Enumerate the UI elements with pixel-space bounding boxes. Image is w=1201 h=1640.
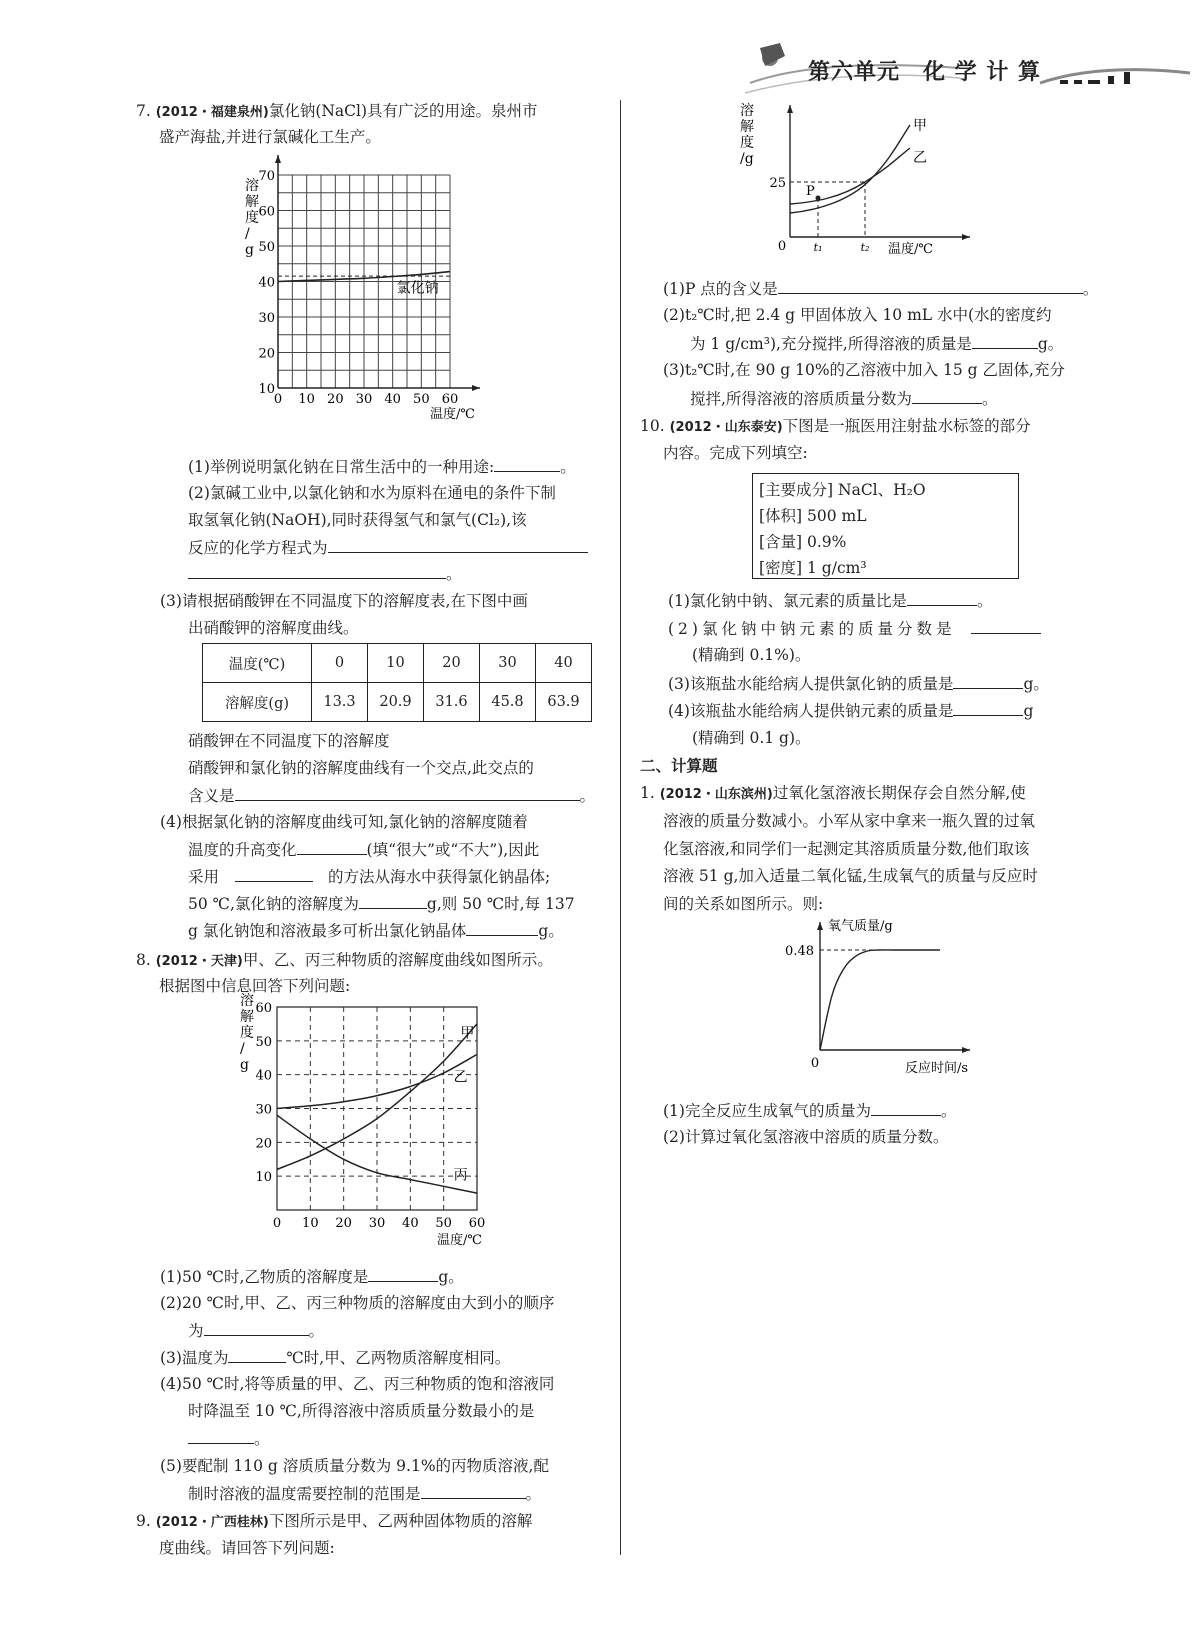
y-tick-label: 10 [255, 1170, 272, 1186]
q8-p4-blank[interactable] [188, 1428, 254, 1444]
table-cell: 20 [424, 644, 480, 683]
table-cell: 20.9 [368, 683, 424, 722]
q10-source: (2012・山东泰安) [669, 420, 783, 435]
q9-p3: (3)t₂℃时,在 90 g 10%的乙溶液中加入 15 g 乙固体,充分 [663, 361, 1065, 379]
q10-p2b: (精确到 0.1%)。 [692, 646, 811, 664]
x-tick-label: t₂ [860, 241, 870, 254]
q8-p5-blank[interactable] [421, 1483, 526, 1499]
chart3-group [740, 102, 970, 257]
c1-line: 间的关系如图所示。则: [663, 895, 824, 913]
label-line: [含量] 0.9% [759, 533, 847, 551]
x-tick-label: 50 [413, 392, 430, 407]
q7-stem2: 盛产海盐,并进行氯碱化工生产。 [159, 128, 381, 146]
y-tick-label: 30 [255, 1102, 272, 1118]
q7-intersection-blank[interactable] [235, 785, 580, 801]
x-tick-label: t₁ [813, 241, 823, 254]
y-tick-label: 60 [258, 204, 275, 220]
oxygen-curve [820, 950, 891, 1050]
q7-p4-blank-4[interactable] [466, 920, 538, 936]
q8-p4b: 时降温至 10 ℃,所得溶液中溶质质量分数最小的是 [188, 1402, 535, 1420]
table-cell: 10 [368, 644, 424, 683]
q7-p4-blank-2[interactable] [235, 866, 313, 882]
c1-line: 溶液 51 g,加入适量二氧化锰,生成氧气的质量与反应时 [663, 867, 1038, 885]
series-label: 氯化钠 [396, 280, 439, 297]
series-label: 甲 [460, 1025, 475, 1042]
x-tick-label: 20 [335, 1216, 352, 1231]
table-row [203, 644, 592, 683]
c1-p1-blank[interactable] [871, 1100, 941, 1116]
q10-stem2: 内容。完成下列填空: [663, 444, 808, 462]
series-label: 甲 [913, 118, 927, 134]
x-axis-label: 温度/℃ [437, 1233, 482, 1248]
x-tick-label: 10 [298, 392, 315, 407]
q9-p2-blank[interactable] [972, 333, 1038, 349]
q7-p3b: 出硝酸钾的溶解度曲线。 [188, 619, 359, 637]
c1-line: 溶液的质量分数减小。小军从家中拿来一瓶久置的过氧 [663, 812, 1036, 830]
q8-p4: (4)50 ℃时,将等质量的甲、乙、丙三种物质的饱和溶液同 [160, 1375, 555, 1393]
table-cell: 63.9 [536, 683, 592, 722]
saline-label [752, 473, 1019, 579]
table-cell: 45.8 [480, 683, 536, 722]
q10-p1-blank[interactable] [907, 590, 977, 606]
c1-line: 化氢溶液,和同学们一起测定其溶质质量分数,他们取该 [663, 840, 1030, 858]
q8-p2: (2)20 ℃时,甲、乙、丙三种物质的溶解度由大到小的顺序 [160, 1294, 555, 1312]
y-axis-label: 溶解度/ g [240, 993, 254, 1073]
label-line: [主要成分] NaCl、H₂O [759, 481, 926, 499]
table-caption: 硝酸钾在不同温度下的溶解度 [188, 732, 390, 750]
y-axis-label: 氧气质量/g [828, 919, 893, 934]
q10-p4-blank[interactable] [953, 700, 1023, 716]
series-label: 乙 [913, 150, 927, 166]
chart4-group [785, 919, 970, 1076]
table-cell: 溶解度(g) [203, 683, 312, 722]
y-tick-label: 30 [258, 311, 275, 326]
y-tick-label: 0 [777, 239, 787, 254]
q7-p2: (2)氯碱工业中,以氯化钠和水为原料在通电的条件下制 [188, 484, 556, 502]
q8-p3-blank[interactable] [228, 1347, 286, 1363]
x-tick-label: 30 [368, 1216, 386, 1231]
y-tick-label: 50 [255, 1034, 272, 1050]
y-tick-label: 70 [258, 169, 275, 184]
q7-equation-blank-2[interactable] [188, 563, 446, 579]
x-tick-label: 60 [468, 1216, 486, 1231]
point-label: P [806, 184, 815, 199]
header-swoosh [1040, 58, 1190, 98]
x-axis-label: 温度/℃ [888, 242, 933, 257]
y-axis-label: 溶解度/ g [245, 178, 259, 258]
q7-p3c: 硝酸钾和氯化钠的溶解度曲线有一个交点,此交点的 [188, 759, 534, 777]
y-tick-label: 60 [255, 1001, 272, 1016]
column-divider [620, 100, 621, 1555]
section-title: 二、计算题 [640, 757, 718, 775]
q10-p3-blank[interactable] [953, 673, 1023, 689]
c1-p2: (2)计算过氧化氢溶液中溶质的质量分数。 [663, 1128, 949, 1146]
kno3-solubility-table [202, 643, 592, 722]
jia-yi-solubility-chart [740, 100, 1010, 270]
q8-p1-blank[interactable] [368, 1266, 438, 1282]
table-cell: 30 [480, 644, 536, 683]
x-tick-label: 40 [402, 1216, 419, 1231]
oxygen-mass-chart [780, 915, 1000, 1090]
q7-p4-blank-1[interactable] [297, 839, 367, 855]
q7-p4: (4)根据氯化钠的溶解度曲线可知,氯化钠的溶解度随着 [160, 813, 528, 831]
y-tick-label: 40 [258, 275, 275, 291]
x-tick-label: 20 [327, 392, 344, 407]
table-cell: 31.6 [424, 683, 480, 722]
table-cell: 13.3 [312, 683, 368, 722]
chart2-group [240, 992, 485, 1248]
q8-p2-blank[interactable] [204, 1320, 309, 1336]
y-axis-arrow [787, 105, 793, 113]
y-tick-label: 0 [810, 1056, 820, 1071]
x-axis-arrow [472, 385, 480, 391]
q8-p5: (5)要配制 110 g 溶质质量分数为 9.1%的丙物质溶液,配 [160, 1457, 549, 1475]
unit-title: 第六单元 化 学 计 算 [808, 60, 1041, 85]
q8-stem2: 根据图中信息回答下列问题: [159, 977, 351, 995]
y-tick-label: 10 [258, 382, 275, 397]
y-tick-label: 25 [769, 176, 786, 191]
q9-stem2: 度曲线。请回答下列问题: [159, 1539, 335, 1557]
x-axis-arrow [962, 234, 970, 240]
y-tick-label: 20 [258, 346, 275, 362]
y-tick-label: 20 [255, 1136, 272, 1152]
q7-source: (2012・福建泉州) [155, 105, 269, 120]
label-line: [体积] 500 mL [759, 507, 867, 525]
x-axis-label: 反应时间/s [905, 1061, 969, 1076]
three-substance-solubility-chart [240, 995, 530, 1260]
x-tick-label: 0 [273, 392, 283, 407]
c1-source: (2012・山东滨州) [659, 787, 773, 802]
q7-p3: (3)请根据硝酸钾在不同温度下的溶解度表,在下图中画 [160, 592, 528, 610]
q7-p2b: 取氢氧化钠(NaOH),同时获得氢气和氯气(Cl₂),该 [188, 511, 527, 529]
x-tick-label: 60 [441, 392, 459, 407]
label-line: [密度] 1 g/cm³ [759, 559, 867, 577]
y-axis-label: 溶解度/g [740, 103, 754, 167]
y-axis-arrow [817, 922, 823, 930]
y-tick-label: 0.48 [785, 944, 814, 959]
y-tick-label: 50 [258, 240, 275, 255]
q8-source: (2012・天津) [155, 954, 243, 969]
q10-p2-blank[interactable] [971, 618, 1041, 634]
x-tick-label: 40 [384, 392, 401, 407]
q7-p4-blank-3[interactable] [359, 893, 427, 909]
x-axis-label: 温度/℃ [430, 407, 475, 422]
y-tick-label: 40 [255, 1068, 272, 1084]
series-label: 乙 [453, 1069, 468, 1086]
x-tick-label: 30 [355, 392, 373, 407]
table-row [203, 683, 592, 722]
q7-stem: 氯化钠(NaCl)具有广泛的用途。泉州市 [268, 102, 538, 120]
table-cell: 0 [312, 644, 368, 683]
series-label: 丙 [453, 1167, 468, 1184]
x-axis-arrow [962, 1047, 970, 1053]
point-p [816, 196, 821, 201]
y-axis-arrow [275, 155, 281, 163]
q7-equation-blank-1[interactable] [328, 537, 588, 553]
q9-p3-blank[interactable] [912, 388, 982, 404]
table-cell: 温度(℃) [203, 644, 312, 683]
table-cell: 40 [536, 644, 592, 683]
series-curve [790, 125, 910, 213]
q7-p1-blank[interactable] [494, 456, 560, 472]
x-tick-label: 50 [435, 1216, 452, 1231]
chart1-group [245, 155, 480, 422]
x-tick-label: 0 [272, 1216, 282, 1231]
q10-p4c: (精确到 0.1 g)。 [692, 729, 811, 747]
nacl-solubility-chart [240, 150, 510, 450]
q9-p2: (2)t₂℃时,把 2.4 g 甲固体放入 10 mL 水中(水的密度约 [663, 306, 1052, 324]
q9-source: (2012・广西桂林) [155, 1515, 269, 1530]
x-tick-label: 10 [302, 1216, 319, 1231]
q9-p1-blank[interactable] [778, 278, 1083, 294]
